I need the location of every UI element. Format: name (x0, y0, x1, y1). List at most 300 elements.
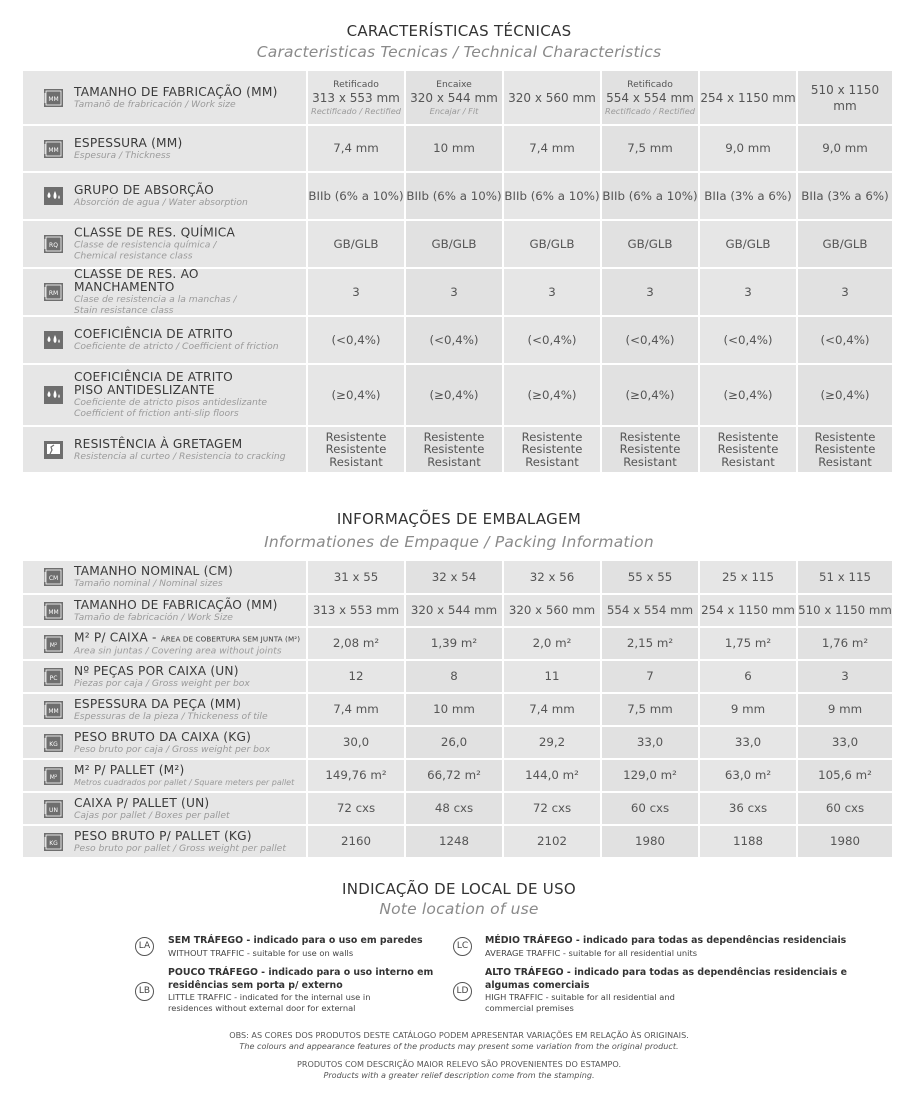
cm-ruler-icon (43, 567, 64, 587)
cell-bot (798, 114, 892, 124)
table-cell: 60 cxs (602, 793, 698, 824)
table-cell: 72 cxs (308, 793, 404, 824)
row-label-text (74, 665, 302, 689)
table-cell: (≥0,4%) (504, 365, 600, 425)
table-cell (406, 427, 502, 472)
cell-top (700, 79, 796, 90)
row-label-cell (23, 365, 306, 425)
table-cell: 25 x 115 (700, 561, 796, 593)
cell-bot (504, 106, 600, 116)
row-label-text (74, 227, 302, 262)
table-cell: 60 cxs (798, 793, 892, 824)
row-label-text (74, 438, 302, 462)
table-row (23, 269, 892, 315)
table-cell: 9 mm (798, 694, 892, 725)
row-title-text: M² P/ PALLET (M²) (74, 762, 185, 777)
row-label-cell (23, 628, 306, 659)
cell-line: Resistente (717, 429, 779, 444)
table-cell: (<0,4%) (700, 317, 796, 363)
mm-ruler-icon (43, 601, 64, 621)
table-cell (798, 71, 892, 124)
table-cell: 55 x 55 (602, 561, 698, 593)
table-cell: 1188 (700, 826, 796, 857)
table-row (23, 173, 892, 219)
cell-top (504, 79, 600, 90)
row-title-text: TAMANHO DE FABRICAÇÃO (MM) (74, 597, 278, 612)
row-subtitle: Tamaño nominal / Nominal sizes (74, 578, 223, 589)
row-title-text: COEFICIÊNCIA DE ATRITO (74, 370, 233, 384)
table-cell: BIIb (6% a 10%) (602, 173, 698, 219)
row-label (23, 561, 306, 593)
table-cell: 1980 (602, 826, 698, 857)
table-cell: BIIa (3% a 6%) (798, 173, 892, 219)
table-cell: 32 x 56 (504, 561, 600, 593)
row-title-text: CLASSE DE RES. AO MANCHAMENTO (74, 267, 199, 294)
table-cell: 1248 (406, 826, 502, 857)
table-cell: 10 mm (406, 694, 502, 725)
crack-icon (43, 440, 64, 460)
table-cell (700, 427, 796, 472)
row-title (74, 631, 302, 645)
table-row (23, 694, 892, 725)
row-label-cell (23, 126, 306, 171)
table-row (23, 727, 892, 758)
usage-subtitle: Note location of use (379, 900, 539, 918)
anti-slip-icon (43, 385, 64, 405)
water-drops-icon (43, 186, 64, 206)
table-cell: BIIa (3% a 6%) (700, 173, 796, 219)
table-cell: 33,0 (700, 727, 796, 758)
row-label (23, 826, 306, 857)
cell-line: Resistente (717, 442, 779, 457)
usage-ld-small-2: commercial premises (485, 1003, 574, 1013)
table-cell: 7,5 mm (602, 126, 698, 171)
table-cell: 72 cxs (504, 793, 600, 824)
row-label-cell (23, 727, 306, 758)
table-cell: 554 x 554 mm (602, 595, 698, 626)
cell-line: Resistente (814, 429, 876, 444)
table-cell: (≥0,4%) (700, 365, 796, 425)
usage-lb-small-2: residences without external door for external (168, 1003, 356, 1013)
icon-badge-text: CM (48, 575, 59, 582)
row-label (23, 760, 306, 791)
table-cell (798, 427, 892, 472)
table-cell: 29,2 (504, 727, 600, 758)
pack-subtitle: Informationes de Empaque / Packing Information (264, 533, 654, 551)
row-title-text: TAMANHO NOMINAL (CM) (74, 564, 233, 578)
row-title (74, 731, 302, 744)
table-cell: 8 (406, 661, 502, 692)
row-subtitle: Clase de resistencia a la manchas / (74, 294, 237, 305)
usage-badge-lb: LB (135, 982, 154, 1001)
table-cell: GB/GLB (700, 221, 796, 267)
cell-top: Encaixe (436, 79, 472, 90)
cell-bot: Rectificado / Rectified (311, 106, 401, 116)
row-title (74, 830, 302, 843)
table-cell: (≥0,4%) (798, 365, 892, 425)
icon-badge-text: PC (49, 674, 58, 682)
pack-title: INFORMAÇÕES DE EMBALAGEM (336, 510, 582, 528)
table-row (23, 71, 892, 124)
table-cell: 36 cxs (700, 793, 796, 824)
row-label-cell (23, 317, 306, 363)
table-cell: 3 (700, 269, 796, 315)
footer-obs1: OBS: AS CORES DOS PRODUTOS DESTE CATÁLOGO PODEM APRESENTAR VARIAÇÕES EM RELAÇÃO ÀS ORIGINAIS. (229, 1030, 689, 1040)
table-cell: 510 x 1150 mm (798, 595, 892, 626)
table-cell: (<0,4%) (798, 317, 892, 363)
row-subtitle: Absorción de agua / Water absorption (74, 197, 248, 208)
cell-mid: 320 x 544 mm (410, 91, 498, 105)
table-cell: 149,76 m² (308, 760, 404, 791)
table-cell (504, 71, 600, 124)
cell-mid: 510 x 1150 mm (810, 83, 880, 113)
table-cell: 10 mm (406, 126, 502, 171)
table-cell: (<0,4%) (504, 317, 600, 363)
row-label-text (74, 371, 302, 419)
row-label-cell (23, 760, 306, 791)
table-cell: 48 cxs (406, 793, 502, 824)
cell-line: Resistant (721, 454, 775, 469)
row-subtitle: Espesura / Thickness (74, 149, 171, 161)
table-row (23, 427, 892, 472)
row-label-cell (23, 661, 306, 692)
table-cell: 33,0 (798, 727, 892, 758)
table-row (23, 365, 892, 425)
usage-lb-bold-2: residências sem porta p/ externo (168, 979, 343, 991)
cell-line: Resistant (818, 454, 872, 469)
row-label-cell (23, 221, 306, 267)
cell-bot: Encajar / Fit (429, 106, 479, 116)
icon-badge-text: MM (48, 707, 59, 715)
row-label-text (74, 268, 302, 316)
pieces-box-icon (43, 667, 64, 687)
icon-badge-text: M² (49, 773, 58, 781)
table-cell: BIIb (6% a 10%) (504, 173, 600, 219)
usage-lb-small-1: LITTLE TRAFFIC - indicated for the internal use in (168, 992, 371, 1002)
table-cell: 1980 (798, 826, 892, 857)
cell-line: Resistant (525, 454, 579, 469)
row-label (23, 269, 306, 315)
cell-line: Resistente (814, 442, 876, 457)
table-cell: 2,08 m² (308, 628, 404, 659)
row-subtitle-line2: Chemical resistance class (74, 250, 193, 262)
row-subtitle: Piezas por caja / Gross weight per box (74, 677, 250, 689)
table-row (23, 126, 892, 171)
tech-subtitle: Caracteristicas Tecnicas / Technical Characteristics (256, 43, 662, 61)
table-cell: BIIb (6% a 10%) (308, 173, 404, 219)
cell-line: Resistente (619, 442, 681, 457)
row-title-text: CAIXA P/ PALLET (UN) (74, 795, 210, 810)
row-title-text: CLASSE DE RES. QUÍMICA (74, 225, 236, 240)
table-cell (700, 71, 796, 124)
table-cell: (<0,4%) (602, 317, 698, 363)
table-cell: (≥0,4%) (406, 365, 502, 425)
row-label-cell (23, 793, 306, 824)
table-row (23, 760, 892, 791)
cell-bot (700, 106, 796, 116)
cell-line: Resistente (325, 429, 387, 444)
row-title-text: COEFICIÊNCIA DE ATRITO (74, 327, 233, 341)
table-cell: 129,0 m² (602, 760, 698, 791)
cell-bot: Rectificado / Rectified (605, 106, 695, 116)
row-label-cell (23, 694, 306, 725)
row-label (23, 73, 306, 122)
row-subtitle: Coeficiente de atricto / Coefficient of friction (74, 341, 279, 352)
usage-ld-bold-1: ALTO TRÁFEGO - indicado para todas as dependências residenciais e (485, 967, 847, 978)
usage-lc-small: AVERAGE TRAFFIC - suitable for all residential units (485, 947, 698, 958)
table-row (23, 561, 892, 593)
row-label-cell (23, 427, 306, 472)
m2-pallet-icon (43, 766, 64, 786)
row-label-text (74, 565, 302, 589)
table-cell: GB/GLB (504, 221, 600, 267)
row-title (74, 665, 302, 678)
row-label-text (74, 698, 302, 722)
table-row (23, 221, 892, 267)
row-label (23, 365, 306, 425)
usage-item-ld (485, 967, 847, 1014)
table-cell: 3 (602, 269, 698, 315)
table-cell: 11 (504, 661, 600, 692)
kg-box-icon (43, 733, 64, 753)
usage-ld-bold-2: algumas comerciais (485, 979, 590, 991)
usage-item-lc (485, 935, 846, 959)
row-label (23, 126, 306, 171)
table-cell: 2160 (308, 826, 404, 857)
cell-line: Resistente (521, 429, 583, 444)
table-cell: GB/GLB (308, 221, 404, 267)
cell-mid: 254 x 1150 mm (700, 91, 796, 105)
row-subtitle: Classe de resistencia química / (74, 239, 217, 251)
footer-obs2: PRODUTOS COM DESCRIÇÃO MAIOR RELEVO SÃO PROVENIENTES DO ESTAMPO. (296, 1059, 622, 1069)
cell-line: Resistant (329, 454, 383, 469)
table-cell: GB/GLB (406, 221, 502, 267)
table-cell: GB/GLB (602, 221, 698, 267)
icon-badge-text: RM (48, 290, 59, 297)
usage-la-bold: SEM TRÁFEGO - indicado para o uso em paredes (168, 935, 423, 946)
m2-box-icon (43, 634, 64, 654)
cell-line: Resistente (521, 442, 583, 457)
table-cell: 26,0 (406, 727, 502, 758)
row-label-cell (23, 561, 306, 593)
table-cell: 3 (308, 269, 404, 315)
row-subtitle: Tamaño de fabricación / Work Size (74, 611, 233, 623)
table-cell: 254 x 1150 mm (700, 595, 796, 626)
icon-badge-text: RQ (49, 242, 58, 249)
table-cell: 7,4 mm (504, 126, 600, 171)
row-label (23, 793, 306, 824)
row-title (74, 184, 302, 197)
row-label-cell (23, 173, 306, 219)
row-label (23, 221, 306, 267)
table-cell: 33,0 (602, 727, 698, 758)
boxes-pallet-icon (43, 799, 64, 819)
table-cell: 63,0 m² (700, 760, 796, 791)
row-label-text (74, 764, 302, 788)
cell-line: Resistente (619, 429, 681, 444)
row-label-text (74, 137, 302, 161)
row-subtitle-line2: Stain resistance class (74, 305, 174, 316)
technical-table (21, 69, 894, 474)
row-label-text (74, 184, 302, 208)
row-label-text (74, 599, 302, 623)
thickness-icon (43, 700, 64, 720)
table-cell: 31 x 55 (308, 561, 404, 593)
footer-note-colors (0, 1030, 918, 1052)
table-cell: 1,76 m² (798, 628, 892, 659)
table-cell: 3 (798, 269, 892, 315)
chemical-icon (43, 234, 64, 254)
cell-line: Resistant (623, 454, 677, 469)
cell-mid: 554 x 554 mm (606, 91, 694, 105)
icon-badge-text: MM (48, 146, 59, 154)
row-title (74, 137, 302, 150)
table-cell: 7,4 mm (504, 694, 600, 725)
cell-top: Retificado (627, 79, 673, 90)
table-cell (602, 71, 698, 124)
mm-ruler-icon (43, 88, 64, 108)
usage-la-small: WITHOUT TRAFFIC - suitable for use on walls (168, 947, 354, 958)
table-cell: 320 x 560 mm (504, 595, 600, 626)
icon-badge-text: UN (49, 806, 58, 814)
table-cell: 3 (406, 269, 502, 315)
table-cell: (<0,4%) (308, 317, 404, 363)
row-label (23, 595, 306, 626)
row-title-text: PESO BRUTO DA CAIXA (KG) (74, 729, 252, 744)
cell-line: Resistant (427, 454, 481, 469)
usage-lc-bold: MÉDIO TRÁFEGO - indicado para todas as dependências residenciais (485, 935, 847, 946)
packing-table (21, 559, 894, 859)
table-cell: 7,4 mm (308, 126, 404, 171)
friction-icon (43, 330, 64, 350)
row-label (23, 727, 306, 758)
table-cell: 1,39 m² (406, 628, 502, 659)
footer-note-relief (0, 1059, 918, 1081)
icon-badge-text: KG (49, 740, 58, 748)
icon-badge-text: M² (49, 641, 58, 649)
footer-obs1-en: The colours and appearance features of the products may present some variation from the original product. (239, 1041, 679, 1051)
row-label-text (74, 328, 302, 352)
cell-line: Resistente (423, 429, 485, 444)
row-subtitle-line2: Coefficient of friction anti-slip floors (74, 408, 239, 419)
table-row (23, 317, 892, 363)
table-cell: 105,6 m² (798, 760, 892, 791)
table-row (23, 793, 892, 824)
table-cell: 30,0 (308, 727, 404, 758)
row-title-text: GRUPO DE ABSORÇÃO (74, 183, 214, 197)
row-label-text (74, 830, 302, 854)
row-title-text: ESPESSURA (MM) (74, 135, 183, 150)
icon-badge-text: MM (48, 95, 59, 103)
table-cell: 12 (308, 661, 404, 692)
table-cell: 313 x 553 mm (308, 595, 404, 626)
table-row (23, 628, 892, 659)
row-title (74, 328, 302, 341)
footer-obs2-en: Products with a greater relief description come from the stamping. (323, 1070, 595, 1080)
usage-ld-small-1: HIGH TRAFFIC - suitable for all residential and (485, 992, 675, 1002)
cell-line: Resistente (423, 442, 485, 457)
table-cell: 3 (504, 269, 600, 315)
table-row (23, 826, 892, 857)
table-cell: (≥0,4%) (602, 365, 698, 425)
row-subtitle: Peso bruto por pallet / Gross weight per pallet (74, 842, 286, 854)
row-title-text: PESO BRUTO P/ PALLET (KG) (74, 828, 252, 843)
table-cell: (<0,4%) (406, 317, 502, 363)
row-title-text: Nº PEÇAS POR CAIXA (UN) (74, 663, 239, 678)
row-label-cell (23, 71, 306, 124)
stain-icon (43, 282, 64, 302)
table-cell: 2,15 m² (602, 628, 698, 659)
table-cell: 9 mm (700, 694, 796, 725)
table-cell: 2,0 m² (504, 628, 600, 659)
row-subtitle: Espessuras de la pieza / Thickeness of tile (74, 710, 268, 722)
usage-lb-bold-1: POUCO TRÁFEGO - indicado para o uso interno em (168, 967, 434, 978)
table-row (23, 595, 892, 626)
usage-item-lb (168, 967, 433, 1014)
row-title (74, 227, 302, 240)
table-cell: 6 (700, 661, 796, 692)
icon-badge-text: MM (48, 608, 59, 616)
row-subtitle: Cajas por pallet / Boxes per pallet (74, 809, 230, 821)
row-label (23, 317, 306, 363)
row-title (74, 438, 302, 451)
table-cell: 9,0 mm (700, 126, 796, 171)
table-cell: 320 x 544 mm (406, 595, 502, 626)
row-label-text (74, 731, 302, 755)
row-subtitle: Resistencia al curteo / Resistencia to cracking (74, 450, 286, 462)
row-label (23, 628, 306, 659)
row-title-text: RESISTÊNCIA À GRETAGEM (74, 436, 243, 451)
row-title-line2: PISO ANTIDESLIZANTE (74, 383, 215, 397)
row-title (74, 599, 302, 612)
table-cell: 144,0 m² (504, 760, 600, 791)
row-label-cell (23, 269, 306, 315)
icon-badge-text: KG (49, 839, 58, 847)
row-title (74, 86, 302, 99)
row-title (74, 764, 302, 777)
row-label (23, 661, 306, 692)
row-label (23, 694, 306, 725)
usage-item-la (168, 935, 423, 959)
row-subtitle: Peso bruto por caja / Gross weight per box (74, 743, 271, 755)
table-cell: 9,0 mm (798, 126, 892, 171)
cell-mid: 320 x 560 mm (508, 91, 596, 105)
row-title (74, 268, 302, 294)
cell-top (798, 71, 892, 82)
row-subtitle: Tamanõ de frabricación / Work size (74, 98, 236, 110)
row-label-text (74, 86, 302, 110)
row-label-text (74, 631, 302, 656)
table-cell: 2102 (504, 826, 600, 857)
table-cell: (≥0,4%) (308, 365, 404, 425)
table-cell: GB/GLB (798, 221, 892, 267)
row-label-cell (23, 595, 306, 626)
row-title (74, 565, 302, 578)
row-subtitle: Coeficiente de atricto pisos antideslizante (74, 397, 268, 408)
row-subtitle: Area sin juntas / Covering area without joints (74, 645, 282, 656)
row-title (74, 797, 302, 810)
row-title (74, 698, 302, 711)
row-title-text: M² P/ CAIXA - (74, 630, 161, 644)
row-title-small: ÁREA DE COBERTURA SEM JUNTA (M²) (160, 634, 301, 643)
usage-badge-ld: LD (453, 982, 472, 1001)
table-cell (308, 427, 404, 472)
tech-title: CARACTERÍSTICAS TÉCNICAS (346, 22, 572, 40)
table-cell: 7 (602, 661, 698, 692)
cell-mid: 313 x 553 mm (312, 91, 400, 105)
row-subtitle: Metros cuadrados por pallet / Square meters per pallet (74, 777, 295, 787)
table-cell: BIIb (6% a 10%) (406, 173, 502, 219)
